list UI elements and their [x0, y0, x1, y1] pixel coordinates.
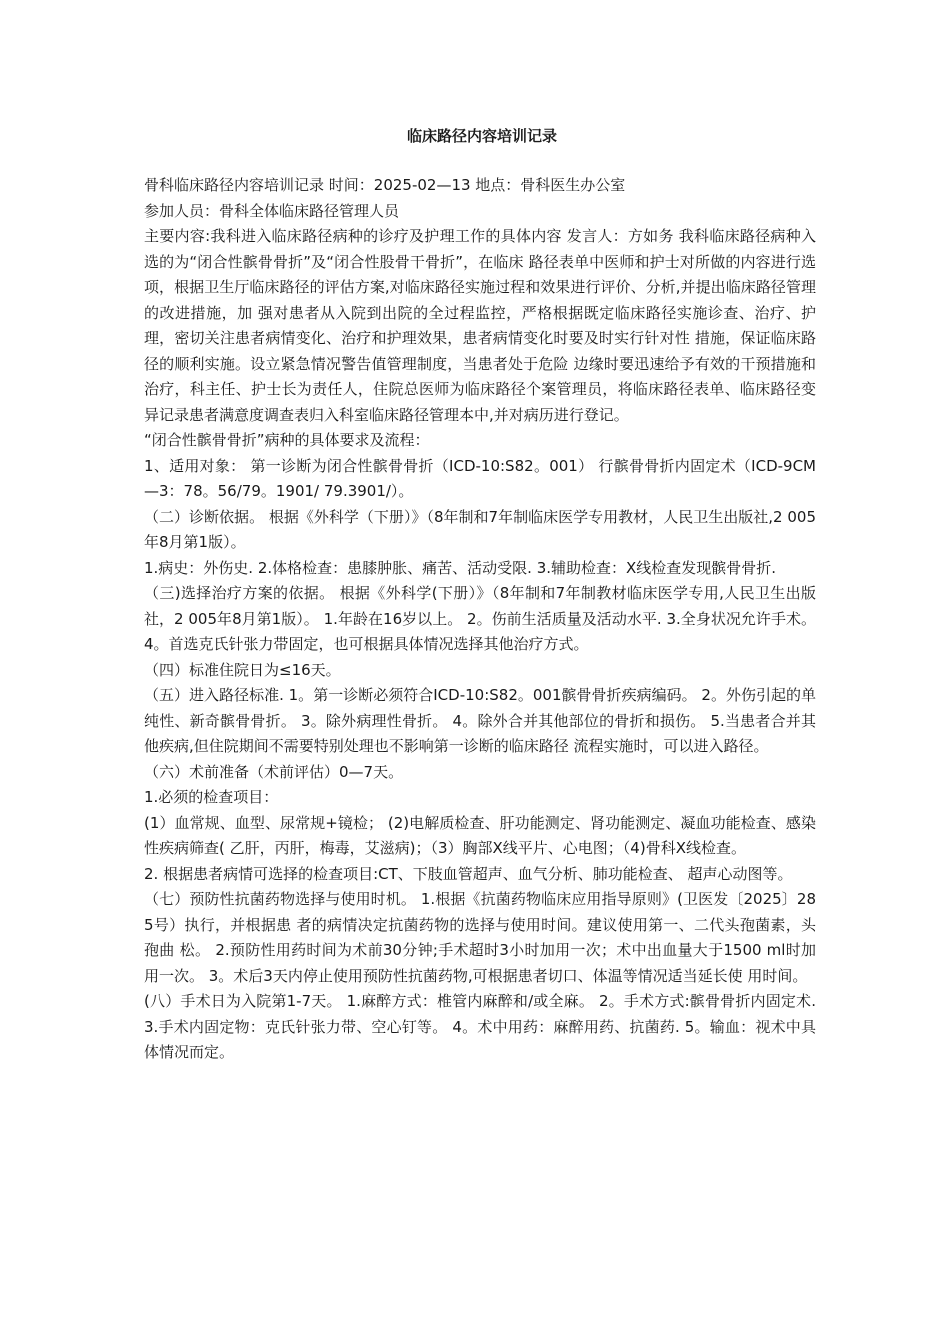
antibiotics: （七）预防性抗菌药物选择与使用时机。 1.根据《抗菌药物临床应用指导原则》(卫医发〔2025〕285号）执行，并根据患 者的病情决定抗菌药物的选择与使用时间。建议使用第一、二代头孢菌素，头孢曲 松。 2.预防性用药时间为术前30分钟;手术超时3小时加用一次；术中出血量大于1500 ml时加用一次。 3。术后3天内停止使用预防性抗菌药物,可根据患者切口、体温等情况适当延长使 用时间。 — [144, 890, 816, 985]
treatment-basis: （三)选择治疗方案的依据。 根据《外科学(下册）》（8年制和7年制教材临床医学专用,人民卫生出版社，2 005年8月第1版）。 1.年龄在16岁以上。 2。伤前生活质量及活动水平. 3.全身状况允许手术。 4。首选克氏针张力带固定，也可根据具体情况选择其他治疗方式。 — [144, 584, 816, 653]
standard-stay: （四）标准住院日为≤16天。 — [144, 660, 341, 679]
required-exams: (1）血常规、血型、尿常规+镜检； (2)电解质检查、肝功能测定、肾功能测定、凝血功能检查、感染性疾病筛查( 乙肝，丙肝，梅毒，艾滋病)；（3）胸部X线平片、心电图；（4)骨科X线检查。 — [144, 813, 816, 857]
required-exams-heading: 1.必须的检查项目： — [144, 788, 279, 806]
surgery-day: (八）手术日为入院第1-7天。 1.麻醉方式：椎管内麻醉和/或全麻。 2。手术方式:髌骨骨折内固定术. 3.手术内固定物：克氏针张力带、空心钉等。 4。术中用药：麻醉用药、抗菌药. 5。输血：视术中具体情况而定。 — [144, 992, 816, 1061]
diagnosis-basis: （二）诊断依据。 根据《外科学（下册）》（8年制和7年制临床医学专用教材，人民卫生出版社,2 005年8月第1版）。 — [144, 507, 816, 551]
entry-criteria: （五）进入路径标准. 1。第一诊断必须符合ICD-10:S82。001髌骨骨折疾病编码。 2。外伤引起的单纯性、新奇髌骨骨折。 3。除外病理性骨折。 4。除外合并其他部位的骨折和损伤。 5.当患者合并其他疾病,但住院期间不需要特别处理也不影响第一诊断的临床路径 流程实施时，可以进入路径。 — [144, 686, 816, 755]
section-heading: “闭合性髌骨骨折”病种的具体要求及流程： — [144, 431, 430, 449]
main-content: 主要内容:我科进入临床路径病种的诊疗及护理工作的具体内容 发言人：方如务 我科临床路径病种入选的为“闭合性髌骨骨折”及“闭合性股骨干骨折”，在临床 路径表单中医师和护士对所做的内容进行选项，根据卫生厅临床路径的评估方案,对临床路径实施过程和效果进行评价、分析,并提出临床路径管理的改进措施，加 强对患者从入院到出院的全过程监控，严格根据既定临床路径实施诊查、治疗、护 理，密切关注患者病情变化、治疗和护理效果，患者病情变化时要及时实行针对性 措施，保证临床路径的顺利实施。设立紧急情况警告值管理制度，当患者处于危险 边缘时要迅速给予有效的干预措施和治疗，科主任、护士长为责任人，住院总医师为临床路径个案管理员，将临床路径表单、临床路径变异记录患者满意度调查表归入科室临床路径管理本中,并对病历进行登记。 — [144, 227, 816, 424]
preop-prep: （六）术前准备（术前评估）0—7天。 — [144, 762, 404, 781]
document-body — [144, 173, 816, 1066]
applicable-objects: 1、适用对象： 第一诊断为闭合性髌骨骨折（ICD-10:S82。001） 行髌骨骨折内固定术（ICD-9CM—3：78。56/79。1901/ 79.3901/）。 — [144, 456, 816, 500]
attendees: 参加人员：骨科全体临床路径管理人员 — [144, 201, 400, 220]
document-title: 临床路径内容培训记录 — [406, 127, 557, 145]
record-header: 骨科临床路径内容培训记录 时间：2025-02—13 地点：骨科医生办公室 — [144, 176, 626, 194]
diagnosis-items: 1.病史：外伤史. 2.体格检查：患膝肿胀、痛苦、活动受限. 3.辅助检查：X线检查发现髌骨骨折. — [144, 558, 777, 577]
optional-exams: 2. 根据患者病情可选择的检查项目:CT、下肢血管超声、血气分析、肺功能检查、 超声心动图等。 — [144, 864, 793, 883]
